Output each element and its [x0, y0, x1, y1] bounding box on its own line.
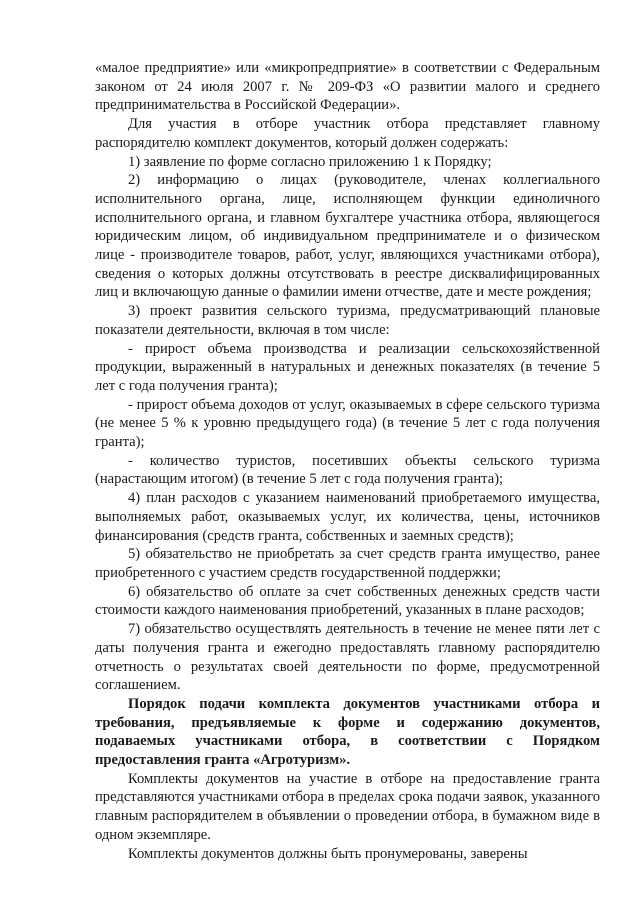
paragraph-1: «малое предприятие» или «микропредприятие» в соответствии с Федеральным законом от 24 июля 2007 г. № 209-ФЗ «О развитии малого и среднего предпринимательства в Российской Федерации».	[95, 60, 600, 114]
list-item-3: 3) проект развития сельского туризма, предусматривающий плановые показатели деятельности, включая в том числе:	[95, 303, 600, 338]
list-item-5: 5) обязательство не приобретать за счет средств гранта имущество, ранее приобретенного с участием средств государственной поддержки;	[95, 546, 600, 581]
paragraph-3: Комплекты документов на участие в отборе на предоставление гранта представляются участниками отбора в пределах срока подачи заявок, указанного главным распорядителем в объявлении о проведении отбора, в бумажном виде в одном экземпляре.	[95, 770, 600, 843]
list-item-1: 1) заявление по форме согласно приложению 1 к Порядку;	[128, 153, 492, 170]
sub-item-1: - прирост объема производства и реализации сельскохозяйственной продукции, выраженный в натуральных и денежных показателях (в течение 5 лет с года получения гранта);	[95, 340, 600, 394]
document-body	[95, 59, 600, 863]
list-item-2: 2) информацию о лицах (руководителе, членах коллегиального исполнительного органа, лице, исполняющем функции единоличного исполнительного органа, и главном бухгалтере участника отбора, являющегося юридическим лицом, об индивидуальном предпринимателе и о физическом лице - производителе товаров, работ, услуг, являющихся участниками отбора), сведения о которых должны отсутствовать в реестре дисквалифицированных лиц и включающую данные о фамилии имени отчестве, дате и месте рождения;	[95, 172, 600, 301]
sub-item-2: - прирост объема доходов от услуг, оказываемых в сфере сельского туризма (не менее 5 % к уровню предыдущего года) (в течение 5 лет с года получения гранта);	[95, 396, 600, 451]
list-item-7: 7) обязательство осуществлять деятельность в течение не менее пяти лет с даты получения гранта и ежегодно предоставлять главному распорядителю отчетность о результатах своей деятельности по форме, предусмотренной соглашением.	[95, 621, 600, 694]
list-item-6: 6) обязательство об оплате за счет собственных денежных средств части стоимости каждого наименования приобретений, указанных в плане расходов;	[95, 583, 600, 619]
list-item-4: 4) план расходов с указанием наименований приобретаемого имущества, выполняемых работ, оказываемых услуг, их количества, цены, источников финансирования (средств гранта, собственных и заемных средств);	[95, 490, 600, 544]
sub-item-3: - количество туристов, посетивших объекты сельского туризма (нарастающим итогом) (в течение 5 лет с года получения гранта);	[95, 452, 600, 488]
section-heading: Порядок подачи комплекта документов участниками отбора и требования, предъявляемые к форме и содержанию документов, подаваемых участниками отбора, в соответствии с Порядком предоставления гранта «Агротуризм».	[95, 695, 600, 769]
paragraph-4: Комплекты документов должны быть пронумерованы, заверены	[128, 845, 528, 862]
paragraph-2: Для участия в отборе участник отбора представляет главному распорядителю комплект документов, который должен содержать:	[95, 116, 600, 151]
